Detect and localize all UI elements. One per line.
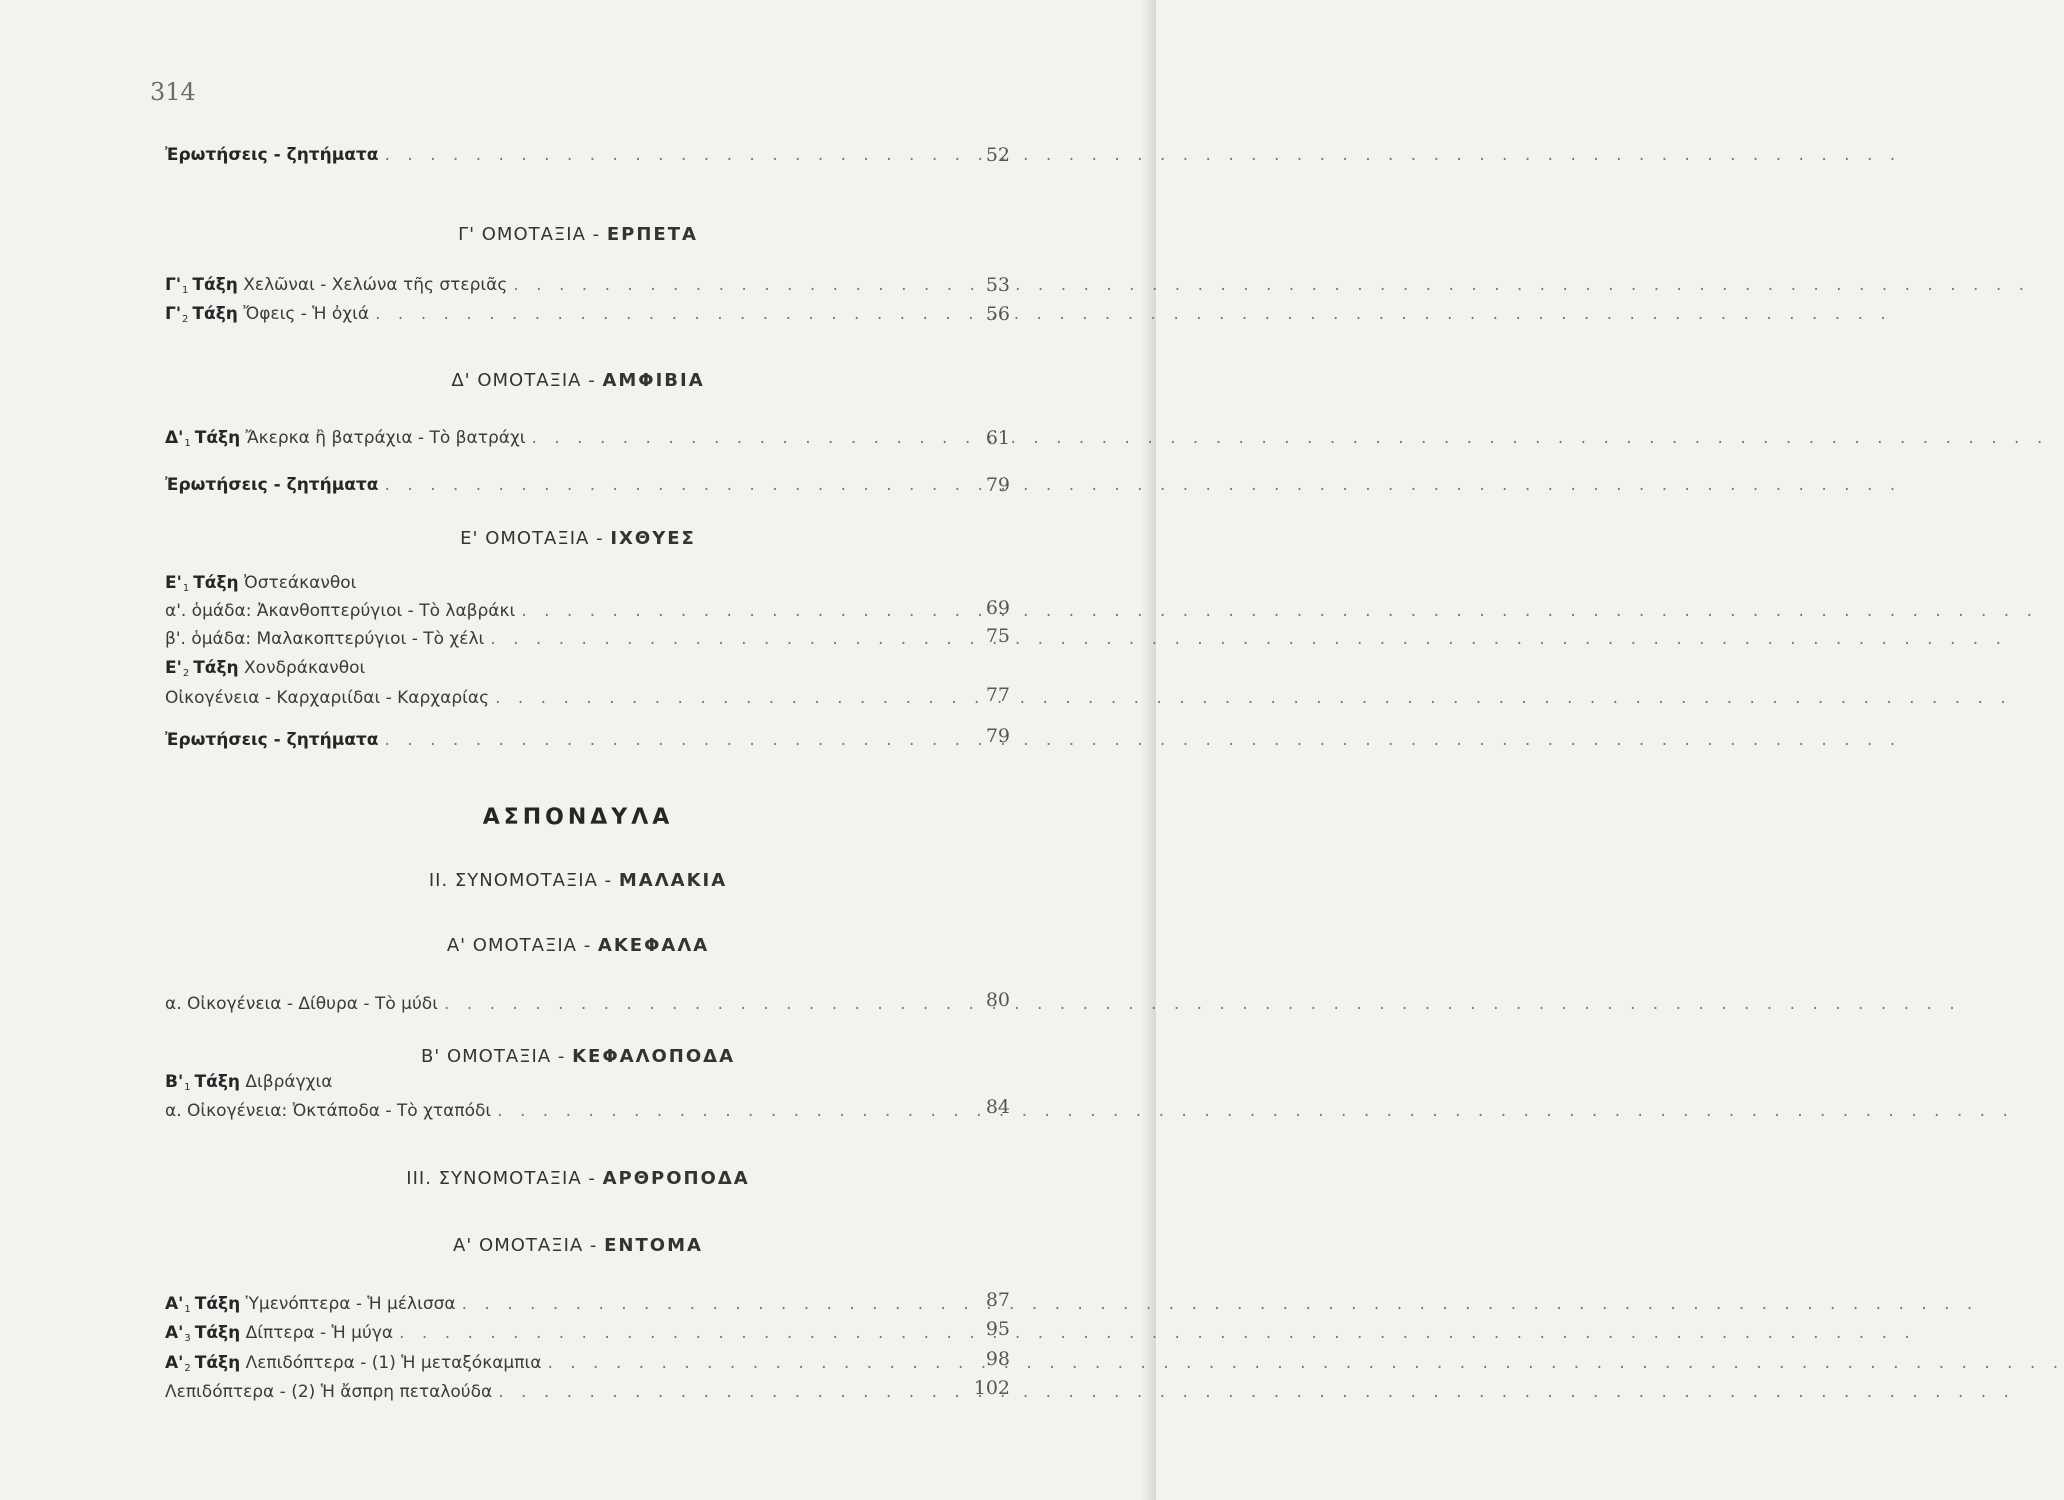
- dot-leader: [456, 1289, 1979, 1319]
- dot-leader: [492, 1377, 2015, 1407]
- toc-entry: $\Gamma'_2$ Τάξη Ὄφεις - Ἡ ὀχιά . . .: [165, 299, 912, 329]
- toc-entry-questions: Ἐρωτήσεις - ζητήματα . . .: [165, 725, 912, 755]
- entry-page: 87: [985, 1289, 1010, 1311]
- section-heading-ichthyes: Ε' ΟΜΟΤΑΞΙΑ - ΙΧΘΥΕΣ: [460, 528, 696, 549]
- entry-page: 61: [985, 427, 1010, 449]
- dot-leader: [484, 624, 2007, 654]
- toc-entry: $\Delta'_1$ Τάξη Ἄκερκα ἢ βατράχια - Τὸ βατράχι . . .: [165, 423, 912, 453]
- entry-page: 79: [985, 474, 1010, 496]
- toc-entry: α'. ὁμάδα: Ἀκανθοπτερύγιοι - Τὸ λαβράκι . . .: [165, 596, 912, 626]
- entry-page: 95: [985, 1318, 1010, 1340]
- entry-page: 79: [985, 725, 1010, 747]
- dot-leader: [369, 299, 1892, 329]
- toc-entry: β'. ὁμάδα: Μαλακοπτερύγιοι - Τὸ χέλι . . .: [165, 624, 912, 654]
- part-heading: ΑΣΠΟΝΔΥΛΑ: [482, 805, 674, 830]
- entry-page: 98: [985, 1348, 1010, 1370]
- toc-entry: Οἰκογένεια - Καρχαριίδαι - Καρχαρίας . . .: [165, 683, 912, 713]
- toc-entry-questions: [165, 140, 912, 170]
- toc-entry: Λεπιδόπτερα - (2) Ἡ ἄσπρη πεταλούδα . . .: [165, 1377, 912, 1407]
- dot-leader: [515, 596, 2038, 626]
- entry-page: 84: [985, 1096, 1010, 1118]
- dot-leader: [489, 683, 2012, 713]
- toc-entry: $A'_3$ Τάξη Δίπτερα - Ἡ μύγα . . .: [165, 1318, 912, 1348]
- section-heading-malakia: ΙΙ. ΣΥΝΟΜΟΤΑΞΙΑ - ΜΑΛΑΚΙΑ: [428, 870, 728, 891]
- dot-leader: [526, 423, 2049, 453]
- page-number: 314: [150, 78, 196, 106]
- entry-page: 69: [985, 597, 1010, 619]
- entry-page: 80: [985, 989, 1010, 1011]
- entry-page: 53: [985, 274, 1010, 296]
- toc-entry: α. Οἰκογένεια: Ὀκτάποδα - Τὸ χταπόδι . . .: [165, 1096, 912, 1126]
- section-heading-amfibia: Δ' ΟΜΟΤΑΞΙΑ - ΑΜΦΙΒΙΑ: [451, 370, 705, 391]
- entry-page: 77: [985, 684, 1010, 706]
- toc-entry-questions: Ἐρωτήσεις - ζητήματα . . .: [165, 470, 912, 500]
- dot-leader: [438, 989, 1961, 1019]
- entry-page: 52: [985, 144, 1010, 166]
- toc-entry: $A'_2$ Τάξη Λεπιδόπτερα - (1) Ἡ μεταξόκαμπια . . .: [165, 1348, 912, 1378]
- dot-leader: [491, 1096, 2014, 1126]
- section-heading-erpeta: Γ' ΟΜΟΤΑΞΙΑ - ΕΡΠΕΤΑ: [458, 224, 698, 245]
- dot-leader: [541, 1348, 2064, 1378]
- entry-page: 75: [985, 625, 1010, 647]
- dot-leader: [507, 270, 2030, 300]
- entry-page: 102: [973, 1377, 1010, 1399]
- section-heading-entoma: Α' ΟΜΟΤΑΞΙΑ - ΕΝΤΟΜΑ: [453, 1235, 703, 1256]
- entry-label: Ἐρωτήσεις - ζητήματα: [165, 145, 379, 165]
- toc-entry: $E'_1$ Τάξη Ὀστεάκανθοι: [165, 573, 357, 594]
- toc-entry: $B'_1$ Τάξη Διβράγχια: [165, 1072, 333, 1093]
- toc-entry: $E'_2$ Τάξη Χονδράκανθοι: [165, 658, 366, 679]
- dot-leader: [378, 140, 1901, 170]
- section-heading-arthropoda: ΙΙΙ. ΣΥΝΟΜΟΤΑΞΙΑ - ΑΡΘΡΟΠΟΔΑ: [406, 1168, 750, 1189]
- entry-page: 56: [985, 303, 1010, 325]
- section-heading-kefalopoda: Β' ΟΜΟΤΑΞΙΑ - ΚΕΦΑΛΟΠΟΔΑ: [420, 1046, 736, 1067]
- section-heading-akefala: Α' ΟΜΟΤΑΞΙΑ - ΑΚΕΦΑΛΑ: [446, 935, 710, 956]
- dot-leader: [378, 725, 1901, 755]
- toc-entry: α. Οἰκογένεια - Δίθυρα - Τὸ μύδι . . .: [165, 989, 912, 1019]
- dot-leader: [378, 470, 1901, 500]
- toc-entry: $A'_1$ Τάξη Ὑμενόπτερα - Ἡ μέλισσα . . .: [165, 1289, 912, 1319]
- toc-entry: $\Gamma'_1$ Τάξη Χελῶναι - Χελώνα τῆς στεριᾶς . . .: [165, 270, 912, 300]
- dot-leader: [393, 1318, 1916, 1348]
